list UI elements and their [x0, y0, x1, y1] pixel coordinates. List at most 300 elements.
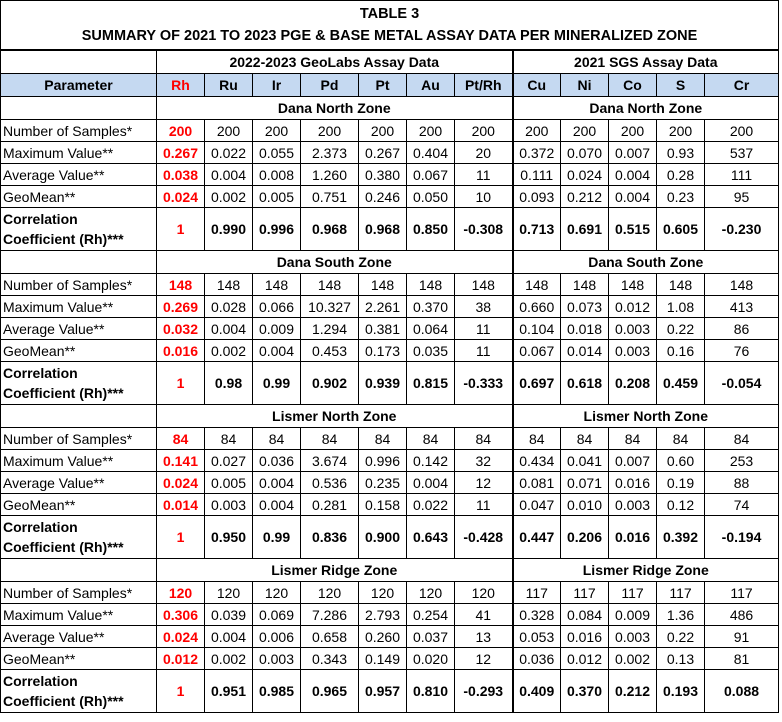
- correlation-label-line2: Coefficient (Rh)***: [3, 231, 124, 247]
- cell-samples: 200: [205, 120, 253, 142]
- table-row: [1, 604, 779, 626]
- cell-max: 7.286: [301, 604, 359, 626]
- cell-correlation: -0.054: [705, 362, 779, 405]
- cell-avg: 0.004: [609, 164, 657, 186]
- cell-max: 0.027: [205, 450, 253, 472]
- cell-max: 0.028: [205, 296, 253, 318]
- cell-avg: 0.004: [205, 626, 253, 648]
- cell-geomean: 0.002: [205, 340, 253, 362]
- cell-max: 0.141: [157, 450, 205, 472]
- cell-geomean: 0.024: [157, 186, 205, 208]
- row-label-max: Maximum Value**: [1, 604, 157, 626]
- cell-avg: 111: [705, 164, 779, 186]
- sgs-group-header: 2021 SGS Assay Data: [513, 50, 779, 74]
- cell-samples: 200: [657, 120, 705, 142]
- table-row: [1, 450, 779, 472]
- cell-max: 0.267: [359, 142, 407, 164]
- cell-samples: 117: [561, 582, 609, 604]
- cell-correlation: 0.643: [407, 516, 455, 559]
- cell-samples: 200: [705, 120, 779, 142]
- cell-geomean: 0.003: [205, 494, 253, 516]
- cell-avg: 0.381: [359, 318, 407, 340]
- cell-avg: 0.28: [657, 164, 705, 186]
- zone-name-sgs: Dana North Zone: [513, 97, 779, 120]
- cell-max: 2.793: [359, 604, 407, 626]
- cell-correlation: -0.428: [455, 516, 513, 559]
- cell-geomean: 0.016: [157, 340, 205, 362]
- cell-geomean: 0.212: [561, 186, 609, 208]
- cell-samples: 84: [407, 428, 455, 450]
- cell-max: 0.434: [513, 450, 561, 472]
- cell-samples: 200: [359, 120, 407, 142]
- cell-correlation: 0.836: [301, 516, 359, 559]
- cell-geomean: 0.246: [359, 186, 407, 208]
- cell-correlation: 0.605: [657, 208, 705, 251]
- cell-geomean: 0.036: [513, 648, 561, 670]
- cell-samples: 117: [657, 582, 705, 604]
- row-label-geomean: GeoMean**: [1, 340, 157, 362]
- table-body: [1, 97, 779, 713]
- column-header-ir: Ir: [253, 74, 301, 97]
- cell-avg: 0.004: [253, 472, 301, 494]
- cell-max: 537: [705, 142, 779, 164]
- cell-samples: 148: [301, 274, 359, 296]
- column-header-row: [1, 74, 779, 97]
- cell-max: 0.073: [561, 296, 609, 318]
- correlation-label-line1: Correlation: [3, 673, 78, 689]
- zone-header-row: [1, 251, 779, 274]
- cell-samples: 117: [609, 582, 657, 604]
- cell-avg: 0.22: [657, 626, 705, 648]
- cell-correlation: 0.900: [359, 516, 407, 559]
- cell-samples: 200: [301, 120, 359, 142]
- cell-geomean: 0.004: [253, 340, 301, 362]
- cell-geomean: 0.004: [609, 186, 657, 208]
- column-header-co: Co: [609, 74, 657, 97]
- row-label-geomean: GeoMean**: [1, 186, 157, 208]
- cell-max: 0.012: [609, 296, 657, 318]
- column-header-s: S: [657, 74, 705, 97]
- cell-correlation: -0.293: [455, 670, 513, 713]
- table-row: [1, 186, 779, 208]
- cell-avg: 0.064: [407, 318, 455, 340]
- cell-max: 0.93: [657, 142, 705, 164]
- cell-samples: 148: [407, 274, 455, 296]
- cell-correlation: 0.016: [609, 516, 657, 559]
- zone-header-blank: [1, 97, 157, 120]
- cell-avg: 0.016: [561, 626, 609, 648]
- cell-correlation: 0.957: [359, 670, 407, 713]
- correlation-label-line2: Coefficient (Rh)***: [3, 385, 124, 401]
- cell-correlation: 1: [157, 362, 205, 405]
- column-header-ni: Ni: [561, 74, 609, 97]
- cell-max: 0.328: [513, 604, 561, 626]
- cell-avg: 0.032: [157, 318, 205, 340]
- cell-avg: 0.003: [609, 318, 657, 340]
- cell-samples: 84: [301, 428, 359, 450]
- cell-geomean: 0.281: [301, 494, 359, 516]
- cell-geomean: 0.16: [657, 340, 705, 362]
- cell-samples: 148: [455, 274, 513, 296]
- cell-max: 486: [705, 604, 779, 626]
- cell-samples: 84: [561, 428, 609, 450]
- cell-geomean: 10: [455, 186, 513, 208]
- cell-samples: 120: [407, 582, 455, 604]
- zone-name-sgs: Lismer Ridge Zone: [513, 559, 779, 582]
- cell-correlation: 0.515: [609, 208, 657, 251]
- cell-geomean: 76: [705, 340, 779, 362]
- cell-correlation: 0.950: [205, 516, 253, 559]
- row-label-correlation: [1, 670, 157, 713]
- table-row: [1, 274, 779, 296]
- cell-geomean: 0.003: [609, 340, 657, 362]
- cell-correlation: -0.333: [455, 362, 513, 405]
- table-row: [1, 582, 779, 604]
- cell-max: 0.60: [657, 450, 705, 472]
- column-header-pd: Pd: [301, 74, 359, 97]
- cell-max: 0.066: [253, 296, 301, 318]
- zone-name-geolabs: Dana South Zone: [157, 251, 513, 274]
- cell-avg: 0.22: [657, 318, 705, 340]
- cell-correlation: 0.968: [301, 208, 359, 251]
- row-label-avg: Average Value**: [1, 626, 157, 648]
- row-label-avg: Average Value**: [1, 318, 157, 340]
- cell-avg: 0.004: [407, 472, 455, 494]
- cell-samples: 117: [705, 582, 779, 604]
- cell-max: 3.674: [301, 450, 359, 472]
- row-label-samples: Number of Samples*: [1, 428, 157, 450]
- row-label-correlation: [1, 208, 157, 251]
- cell-geomean: 0.23: [657, 186, 705, 208]
- cell-correlation: 0.697: [513, 362, 561, 405]
- cell-max: 0.039: [205, 604, 253, 626]
- cell-geomean: 0.035: [407, 340, 455, 362]
- cell-samples: 148: [705, 274, 779, 296]
- cell-correlation: 1: [157, 208, 205, 251]
- cell-max: 0.041: [561, 450, 609, 472]
- cell-correlation: 0.99: [253, 362, 301, 405]
- cell-max: 41: [455, 604, 513, 626]
- cell-max: 32: [455, 450, 513, 472]
- cell-avg: 12: [455, 472, 513, 494]
- correlation-label-line1: Correlation: [3, 211, 78, 227]
- cell-avg: 0.235: [359, 472, 407, 494]
- zone-header-row: [1, 559, 779, 582]
- correlation-row: [1, 362, 779, 405]
- cell-avg: 0.038: [157, 164, 205, 186]
- cell-geomean: 0.005: [253, 186, 301, 208]
- cell-avg: 0.008: [253, 164, 301, 186]
- row-label-geomean: GeoMean**: [1, 494, 157, 516]
- cell-max: 0.269: [157, 296, 205, 318]
- cell-geomean: 0.149: [359, 648, 407, 670]
- table-row: [1, 142, 779, 164]
- correlation-label-line1: Correlation: [3, 365, 78, 381]
- cell-geomean: 0.003: [253, 648, 301, 670]
- cell-samples: 148: [513, 274, 561, 296]
- cell-max: 0.306: [157, 604, 205, 626]
- cell-geomean: 0.158: [359, 494, 407, 516]
- cell-geomean: 0.010: [561, 494, 609, 516]
- correlation-label-line1: Correlation: [3, 519, 78, 535]
- row-label-max: Maximum Value**: [1, 296, 157, 318]
- table-row: [1, 296, 779, 318]
- cell-geomean: 0.13: [657, 648, 705, 670]
- cell-geomean: 0.002: [205, 648, 253, 670]
- cell-samples: 200: [513, 120, 561, 142]
- cell-max: 0.404: [407, 142, 455, 164]
- cell-geomean: 0.012: [157, 648, 205, 670]
- cell-geomean: 0.012: [561, 648, 609, 670]
- cell-avg: 0.111: [513, 164, 561, 186]
- cell-samples: 148: [359, 274, 407, 296]
- cell-correlation: 0.193: [657, 670, 705, 713]
- cell-correlation: 0.985: [253, 670, 301, 713]
- cell-max: 0.267: [157, 142, 205, 164]
- cell-max: 0.254: [407, 604, 455, 626]
- cell-avg: 0.006: [253, 626, 301, 648]
- zone-name-geolabs: Lismer North Zone: [157, 405, 513, 428]
- cell-max: 10.327: [301, 296, 359, 318]
- cell-correlation: 0.447: [513, 516, 561, 559]
- table-row: [1, 626, 779, 648]
- cell-correlation: 0.968: [359, 208, 407, 251]
- cell-geomean: 95: [705, 186, 779, 208]
- cell-correlation: 0.99: [253, 516, 301, 559]
- cell-avg: 0.004: [205, 164, 253, 186]
- cell-avg: 88: [705, 472, 779, 494]
- correlation-label-line2: Coefficient (Rh)***: [3, 693, 124, 709]
- cell-correlation: 0.392: [657, 516, 705, 559]
- cell-avg: 0.004: [205, 318, 253, 340]
- cell-max: 0.660: [513, 296, 561, 318]
- cell-samples: 148: [157, 274, 205, 296]
- table-row: [1, 494, 779, 516]
- cell-samples: 120: [253, 582, 301, 604]
- table-row: [1, 164, 779, 186]
- cell-samples: 84: [359, 428, 407, 450]
- table-row: [1, 120, 779, 142]
- cell-avg: 91: [705, 626, 779, 648]
- cell-geomean: 11: [455, 340, 513, 362]
- cell-samples: 148: [561, 274, 609, 296]
- cell-correlation: 0.206: [561, 516, 609, 559]
- cell-avg: 0.053: [513, 626, 561, 648]
- cell-max: 0.036: [253, 450, 301, 472]
- row-label-samples: Number of Samples*: [1, 120, 157, 142]
- zone-header-blank: [1, 559, 157, 582]
- cell-geomean: 0.014: [561, 340, 609, 362]
- cell-avg: 0.19: [657, 472, 705, 494]
- cell-avg: 0.081: [513, 472, 561, 494]
- cell-samples: 148: [609, 274, 657, 296]
- cell-geomean: 0.004: [253, 494, 301, 516]
- cell-correlation: 0.990: [205, 208, 253, 251]
- zone-name-geolabs: Dana North Zone: [157, 97, 513, 120]
- cell-max: 0.996: [359, 450, 407, 472]
- cell-avg: 0.260: [359, 626, 407, 648]
- cell-max: 2.373: [301, 142, 359, 164]
- cell-geomean: 0.12: [657, 494, 705, 516]
- cell-correlation: 0.996: [253, 208, 301, 251]
- cell-correlation: 0.965: [301, 670, 359, 713]
- cell-samples: 200: [561, 120, 609, 142]
- cell-avg: 86: [705, 318, 779, 340]
- cell-samples: 84: [455, 428, 513, 450]
- correlation-row: [1, 208, 779, 251]
- zone-name-geolabs: Lismer Ridge Zone: [157, 559, 513, 582]
- cell-max: 0.055: [253, 142, 301, 164]
- column-header-pt-rh: Pt/Rh: [455, 74, 513, 97]
- cell-max: 0.022: [205, 142, 253, 164]
- zone-name-sgs: Lismer North Zone: [513, 405, 779, 428]
- cell-samples: 117: [513, 582, 561, 604]
- correlation-label-line2: Coefficient (Rh)***: [3, 539, 124, 555]
- cell-avg: 0.071: [561, 472, 609, 494]
- cell-correlation: 0.409: [513, 670, 561, 713]
- cell-avg: 0.658: [301, 626, 359, 648]
- cell-samples: 84: [157, 428, 205, 450]
- cell-correlation: -0.308: [455, 208, 513, 251]
- cell-geomean: 0.014: [157, 494, 205, 516]
- cell-max: 0.009: [609, 604, 657, 626]
- cell-geomean: 11: [455, 494, 513, 516]
- cell-avg: 0.024: [561, 164, 609, 186]
- table-row: [1, 318, 779, 340]
- zone-header-row: [1, 97, 779, 120]
- cell-correlation: -0.194: [705, 516, 779, 559]
- cell-samples: 148: [253, 274, 301, 296]
- cell-samples: 120: [157, 582, 205, 604]
- column-header-rh: Rh: [157, 74, 205, 97]
- cell-correlation: 0.939: [359, 362, 407, 405]
- cell-max: 0.007: [609, 450, 657, 472]
- cell-samples: 84: [253, 428, 301, 450]
- cell-max: 0.007: [609, 142, 657, 164]
- cell-samples: 84: [609, 428, 657, 450]
- cell-correlation: 0.713: [513, 208, 561, 251]
- table-row: [1, 340, 779, 362]
- cell-correlation: 0.815: [407, 362, 455, 405]
- cell-correlation: 1: [157, 516, 205, 559]
- cell-samples: 200: [455, 120, 513, 142]
- cell-avg: 0.005: [205, 472, 253, 494]
- cell-correlation: 1: [157, 670, 205, 713]
- cell-avg: 0.009: [253, 318, 301, 340]
- cell-samples: 120: [301, 582, 359, 604]
- cell-max: 0.084: [561, 604, 609, 626]
- cell-correlation: 0.370: [561, 670, 609, 713]
- cell-correlation: 0.691: [561, 208, 609, 251]
- cell-max: 0.069: [253, 604, 301, 626]
- cell-avg: 0.067: [407, 164, 455, 186]
- cell-geomean: 0.343: [301, 648, 359, 670]
- cell-samples: 148: [205, 274, 253, 296]
- cell-correlation: 0.902: [301, 362, 359, 405]
- table-row: [1, 648, 779, 670]
- cell-samples: 120: [455, 582, 513, 604]
- column-header-parameter: Parameter: [1, 74, 157, 97]
- table-row: [1, 472, 779, 494]
- cell-geomean: 0.002: [609, 648, 657, 670]
- cell-avg: 0.018: [561, 318, 609, 340]
- cell-samples: 84: [657, 428, 705, 450]
- cell-max: 38: [455, 296, 513, 318]
- zone-header-blank: [1, 251, 157, 274]
- cell-correlation: -0.230: [705, 208, 779, 251]
- cell-max: 253: [705, 450, 779, 472]
- cell-avg: 13: [455, 626, 513, 648]
- cell-correlation: 0.088: [705, 670, 779, 713]
- row-label-correlation: [1, 516, 157, 559]
- cell-avg: 0.024: [157, 626, 205, 648]
- cell-geomean: 0.067: [513, 340, 561, 362]
- cell-max: 0.070: [561, 142, 609, 164]
- cell-geomean: 0.751: [301, 186, 359, 208]
- cell-max: 1.36: [657, 604, 705, 626]
- cell-correlation: 0.951: [205, 670, 253, 713]
- zone-header-row: [1, 405, 779, 428]
- cell-avg: 11: [455, 318, 513, 340]
- table-row: [1, 428, 779, 450]
- cell-geomean: 0.003: [609, 494, 657, 516]
- cell-avg: 0.536: [301, 472, 359, 494]
- cell-samples: 200: [157, 120, 205, 142]
- row-label-max: Maximum Value**: [1, 142, 157, 164]
- cell-avg: 1.260: [301, 164, 359, 186]
- row-label-geomean: GeoMean**: [1, 648, 157, 670]
- cell-avg: 0.104: [513, 318, 561, 340]
- cell-correlation: 0.459: [657, 362, 705, 405]
- cell-samples: 84: [705, 428, 779, 450]
- table-title: [1, 1, 779, 51]
- row-label-samples: Number of Samples*: [1, 582, 157, 604]
- cell-max: 20: [455, 142, 513, 164]
- cell-max: 0.372: [513, 142, 561, 164]
- table-number: TABLE 3: [359, 6, 420, 22]
- cell-geomean: 0.022: [407, 494, 455, 516]
- cell-geomean: 0.173: [359, 340, 407, 362]
- cell-samples: 200: [253, 120, 301, 142]
- cell-geomean: 0.093: [513, 186, 561, 208]
- table-caption: SUMMARY OF 2021 TO 2023 PGE & BASE METAL ASSAY DATA PER MINERALIZED ZONE: [81, 28, 698, 44]
- cell-avg: 11: [455, 164, 513, 186]
- geolabs-group-header: 2022-2023 GeoLabs Assay Data: [157, 50, 513, 74]
- cell-geomean: 12: [455, 648, 513, 670]
- zone-name-sgs: Dana South Zone: [513, 251, 779, 274]
- cell-samples: 200: [609, 120, 657, 142]
- cell-avg: 0.016: [609, 472, 657, 494]
- column-header-au: Au: [407, 74, 455, 97]
- cell-geomean: 0.453: [301, 340, 359, 362]
- cell-samples: 120: [359, 582, 407, 604]
- cell-geomean: 0.050: [407, 186, 455, 208]
- zone-header-blank: [1, 405, 157, 428]
- row-label-correlation: [1, 362, 157, 405]
- cell-max: 1.08: [657, 296, 705, 318]
- cell-avg: 0.003: [609, 626, 657, 648]
- row-label-samples: Number of Samples*: [1, 274, 157, 296]
- cell-correlation: 0.212: [609, 670, 657, 713]
- cell-geomean: 0.020: [407, 648, 455, 670]
- column-header-ru: Ru: [205, 74, 253, 97]
- cell-samples: 120: [205, 582, 253, 604]
- cell-correlation: 0.850: [407, 208, 455, 251]
- cell-avg: 1.294: [301, 318, 359, 340]
- cell-max: 2.261: [359, 296, 407, 318]
- cell-correlation: 0.208: [609, 362, 657, 405]
- cell-avg: 0.380: [359, 164, 407, 186]
